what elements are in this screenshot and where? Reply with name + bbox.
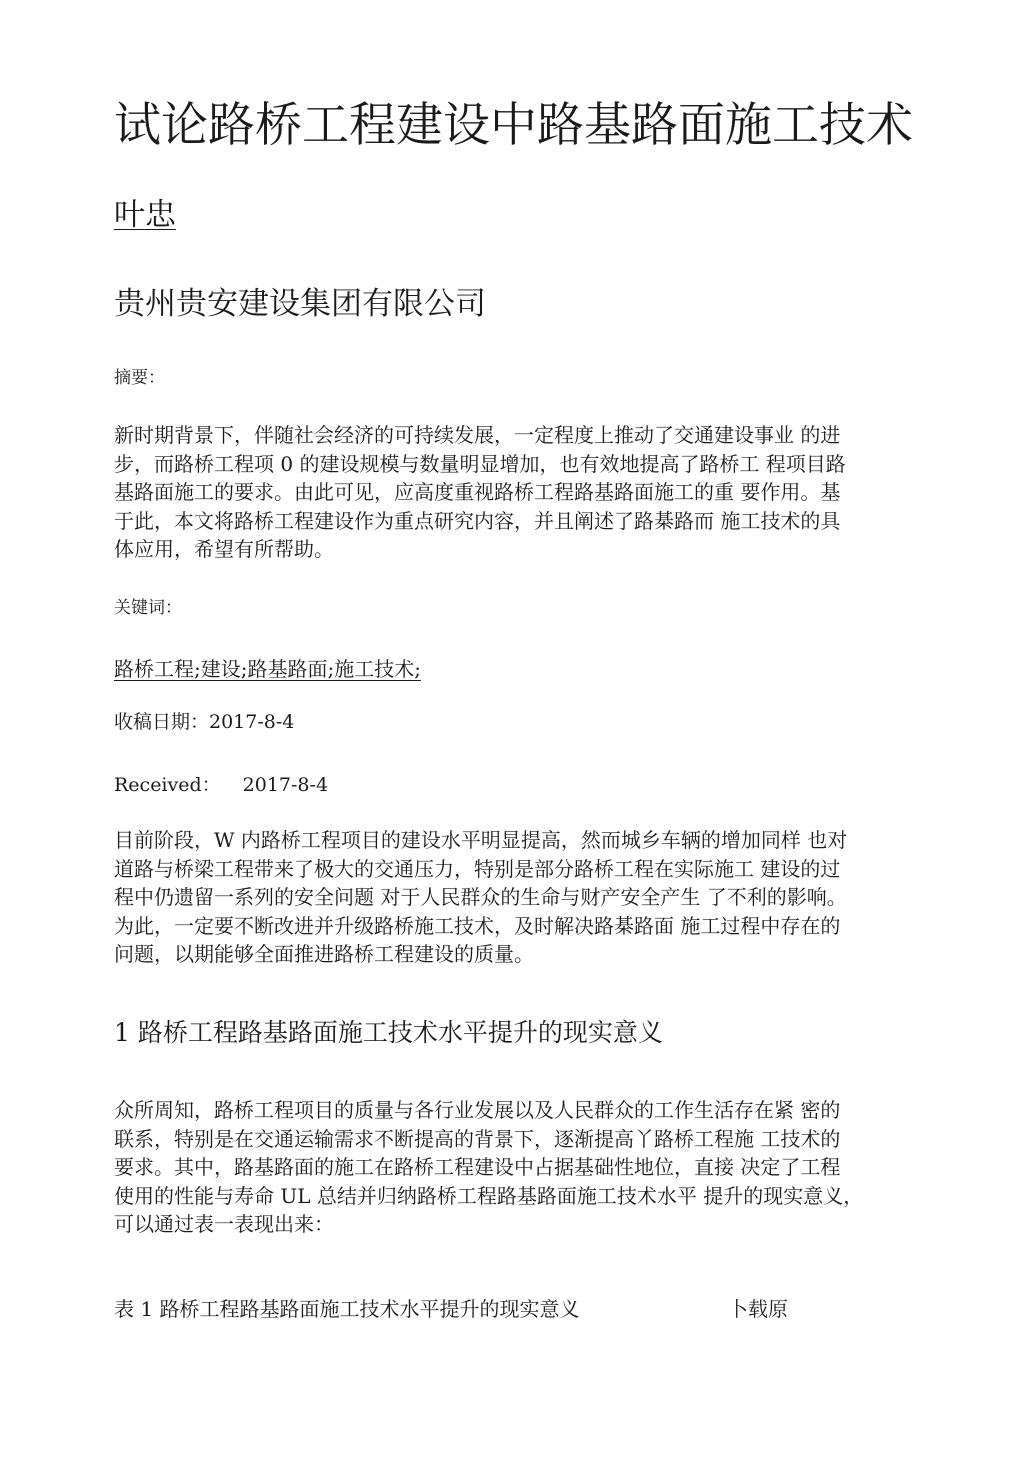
intro-line: 为此，一定要不断改进并升级路桥施工技术，及时解决路棊路面 施工过程中存在的 — [114, 913, 841, 938]
abstract-line: 步，而路桥工程项 0 的建设规模与数量明显增加，也有效地提高了路桥工 程项目路 — [114, 451, 846, 476]
table-1-side-note: 卜载原 — [728, 1297, 788, 1321]
section-1-line: 要求。其中，路基路面的施工在路桥工程建设中占据基础性地位，直接 决定了工程 — [114, 1155, 841, 1179]
keywords-label: 关键词： — [114, 598, 182, 618]
author-organization: 贵州贵安建设集团有限公司 — [114, 286, 486, 322]
table-1-caption: 表 1 路桥工程路基路面施工技术水平提升的现实意义 — [114, 1297, 580, 1321]
keywords-list: 路桥工程;建设;路基路面;施工技术; — [114, 657, 421, 681]
received-date-en — [114, 771, 328, 799]
document-title: 试论路桥工程建设中路基路面施工技术 — [114, 98, 913, 153]
intro-line: 道路与桥梁工程带来了极大的交通压力，特别是部分路桥工程在实际施工 建设的过 — [114, 856, 841, 881]
received-label: Received： — [114, 774, 221, 796]
section-1-line: 可以通过表一表现出来： — [114, 1212, 334, 1236]
intro-line: 问题，以期能够全面推进路桥工程建设的质量。 — [114, 942, 534, 966]
section-1-heading: 1 路桥工程路基路面施工技术水平提升的现实意义 — [114, 1018, 663, 1047]
section-1-line: 使用的性能与寿命 UL 总结并归纳路桥工程路基路面施工技术水平 提升的现实意义， — [114, 1183, 864, 1208]
abstract-line: 新时期背景下，伴随社会经济的可持续发展，一定程度上推动了交通建设事业 的进 — [114, 423, 841, 447]
section-1-line: 联系，特别是在交通运输需求不断提高的背景下，逐渐提高丫路桥工程施 工技术的 — [114, 1126, 841, 1151]
abstract-line: 基路面施工的要求。由此可见，应高度重视路桥工程路基路面施工的重 要作用。基 — [114, 480, 841, 504]
abstract-line: 于此，本文将路桥工程建设作为重点研究内容，并且阐述了路棊路而 施工技术的具 — [114, 508, 841, 533]
received-date: 2017-8-4 — [242, 774, 329, 796]
section-1-paragraph — [114, 1096, 914, 1239]
intro-line: 程中仍遗留一系列的安全问题 对于人民群众的生命与财产安全产生 了不利的影响。 — [114, 885, 847, 909]
section-1-line: 众所周知，路桥工程项目的质量与各行业发展以及人民群众的工作生活存在紧 密的 — [114, 1098, 841, 1122]
abstract-line: 体应用，希望有所帮助。 — [114, 537, 334, 561]
abstract-label: 摘要： — [114, 368, 165, 388]
intro-paragraph — [114, 826, 914, 969]
author-name: 叶忠 — [114, 197, 176, 233]
received-date-cn: 收稿日期：2017-8-4 — [114, 711, 295, 733]
abstract-paragraph — [114, 421, 914, 564]
intro-line: 目前阶段，W 内路桥工程项目的建设水平明显提高，然而城乡车辆的增加同样 也对 — [114, 828, 848, 852]
